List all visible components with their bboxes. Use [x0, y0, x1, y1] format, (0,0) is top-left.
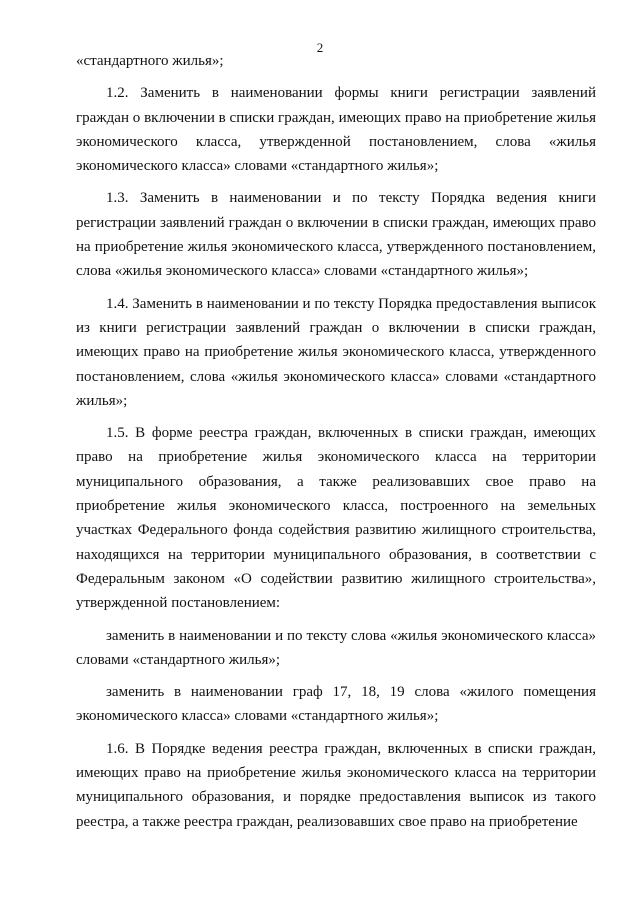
paragraph-1-3: 1.3. Заменить в наименовании и по тексту Порядка ведения книги регистрации заявлений граждан о включении в списки граждан, имеющих право на приобретение жилья экономического класса, утвержденного постановлением, слова «жилья экономического класса» словами «стандартного жилья»;: [76, 190, 596, 280]
paragraph-1-4: 1.4. Заменить в наименовании и по тексту Порядка предоставления выписок из книги регистрации заявлений граждан о включении в списки граждан, имеющих право на приобретение жилья экономического класса, утвержденного постановлением, слова «жилья экономического класса» словами «стандартного жилья»;: [76, 295, 596, 409]
paragraph-1-5-item-2: заменить в наименовании граф 17, 18, 19 слова «жилого помещения экономического класса» словами «стандартного жилья»;: [76, 684, 596, 725]
paragraph-1-2: 1.2. Заменить в наименовании формы книги регистрации заявлений граждан о включении в списки граждан, имеющих право на приобретение жилья экономического класса, утвержденной постановлением, слова «жилья экономического класса» словами «стандартного жилья»;: [76, 85, 596, 175]
paragraph-continuation: «стандартного жилья»;: [76, 53, 224, 69]
paragraph-1-5: 1.5. В форме реестра граждан, включенных в списки граждан, имеющих право на приобретение жилья экономического класса на территории муниципального образования, а также реализовавших свое право на приобретение жилья экономического класса, построенного на земельных участках Федерального фонда содействия развитию жилищного строительства, находящихся на территории муниципального образования, в соответствии с Федеральным законом «О содействии развитию жилищного строительства», утвержденной постановлением:: [76, 425, 596, 612]
paragraph-1-6: 1.6. В Порядке ведения реестра граждан, включенных в списки граждан, имеющих право на приобретение жилья экономического класса на территории муниципального образования, и порядке предоставления выписок из такого реестра, а также реестра граждан, реализовавших свое право на приобретение: [76, 740, 596, 830]
document-body: [76, 49, 596, 834]
page-number: 2: [316, 40, 324, 55]
paragraph-1-5-item-1: заменить в наименовании и по тексту слова «жилья экономического класса» словами «стандартного жилья»;: [76, 627, 596, 668]
